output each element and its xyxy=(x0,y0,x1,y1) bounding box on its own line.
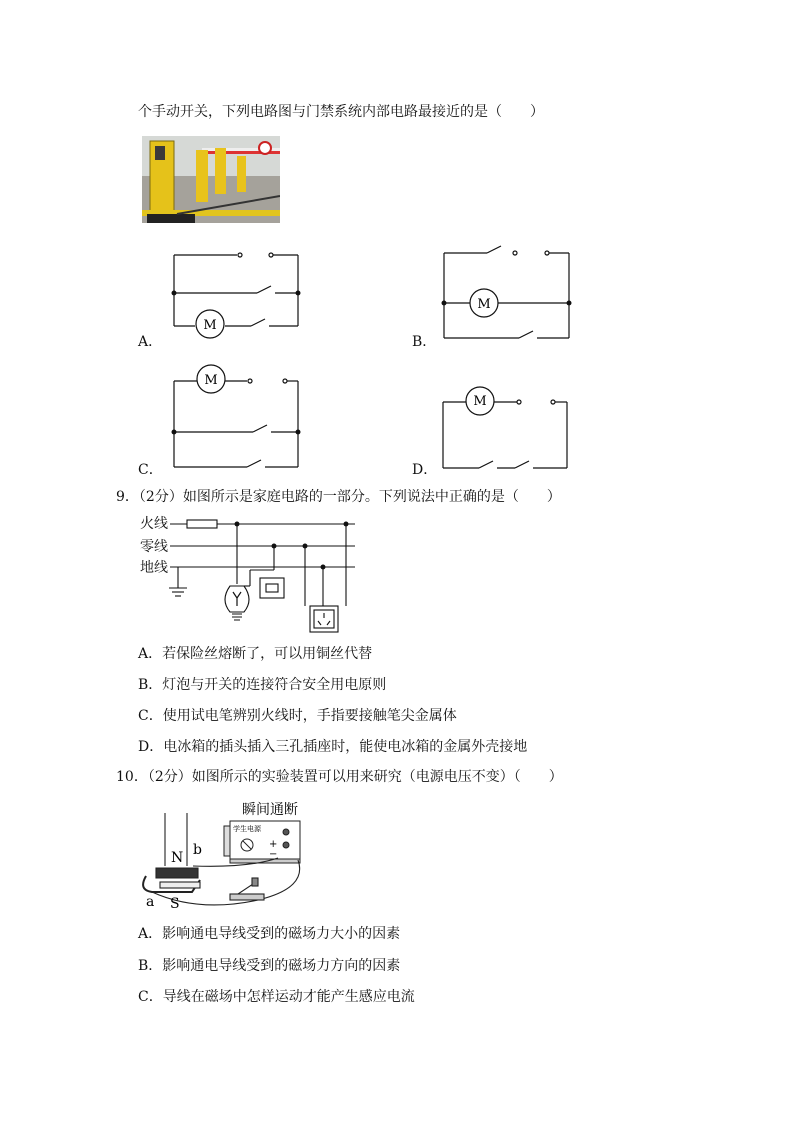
fuse xyxy=(187,520,217,528)
q9-stem: 9．（2分）如图所示是家庭电路的一部分。下列说法中正确的是（ ） xyxy=(116,489,561,505)
north-pole-label: N xyxy=(171,850,184,866)
q9-option-b: B．灯泡与开关的连接符合安全用电原则 xyxy=(138,677,387,693)
q10-option-c: C．导线在磁场中怎样运动才能产生感应电流 xyxy=(138,989,415,1005)
wire-end-a: a xyxy=(146,894,155,910)
household-circuit-diagram xyxy=(160,514,360,638)
circuit-option-d xyxy=(437,386,577,471)
gate-photo xyxy=(142,136,280,223)
q9-option-c: C．使用试电笔辨别火线时，手指要接触笔尖金属体 xyxy=(138,708,457,724)
q9-option-d: D．电冰箱的插头插入三孔插座时，能使电冰箱的金属外壳接地 xyxy=(138,739,528,755)
motor-label: M xyxy=(203,318,217,333)
q10-option-a: A．影响通电导线受到的磁场力大小的因素 xyxy=(138,926,401,942)
circuit-option-b xyxy=(437,242,577,342)
q10-stem: 10．（2分）如图所示的实验装置可以用来研究（电源电压不变）（ ） xyxy=(116,769,563,785)
option-c-label: C． xyxy=(138,462,163,478)
option-a-label: A． xyxy=(138,334,163,350)
wire-end-b: b xyxy=(193,842,202,858)
motor-label: M xyxy=(477,297,491,312)
option-b-label: B． xyxy=(412,334,437,350)
motor-label: M xyxy=(204,373,218,388)
circuit-option-c xyxy=(165,364,310,471)
minus-terminal: − xyxy=(269,849,278,860)
power-supply-label: 学生电源 xyxy=(233,825,261,833)
motor-label: M xyxy=(473,394,487,409)
circuit-option-a xyxy=(165,248,310,343)
south-pole-label: S xyxy=(170,896,180,910)
plus-terminal: + xyxy=(269,839,278,850)
apparatus-title: 瞬间通断 xyxy=(242,802,298,818)
option-d-label: D． xyxy=(412,462,438,478)
q10-option-b: B．影响通电导线受到的磁场力方向的因素 xyxy=(138,958,401,974)
ground-wire-label: 地线 xyxy=(140,560,168,576)
neutral-wire-label: 零线 xyxy=(140,539,168,555)
live-wire-label: 火线 xyxy=(140,516,168,532)
q9-option-a: A．若保险丝熔断了，可以用铜丝代替 xyxy=(138,646,373,662)
q8-stem: 个手动开关，下列电路图与门禁系统内部电路最接近的是（ ） xyxy=(138,104,544,120)
electromagnetic-apparatus xyxy=(138,798,323,910)
